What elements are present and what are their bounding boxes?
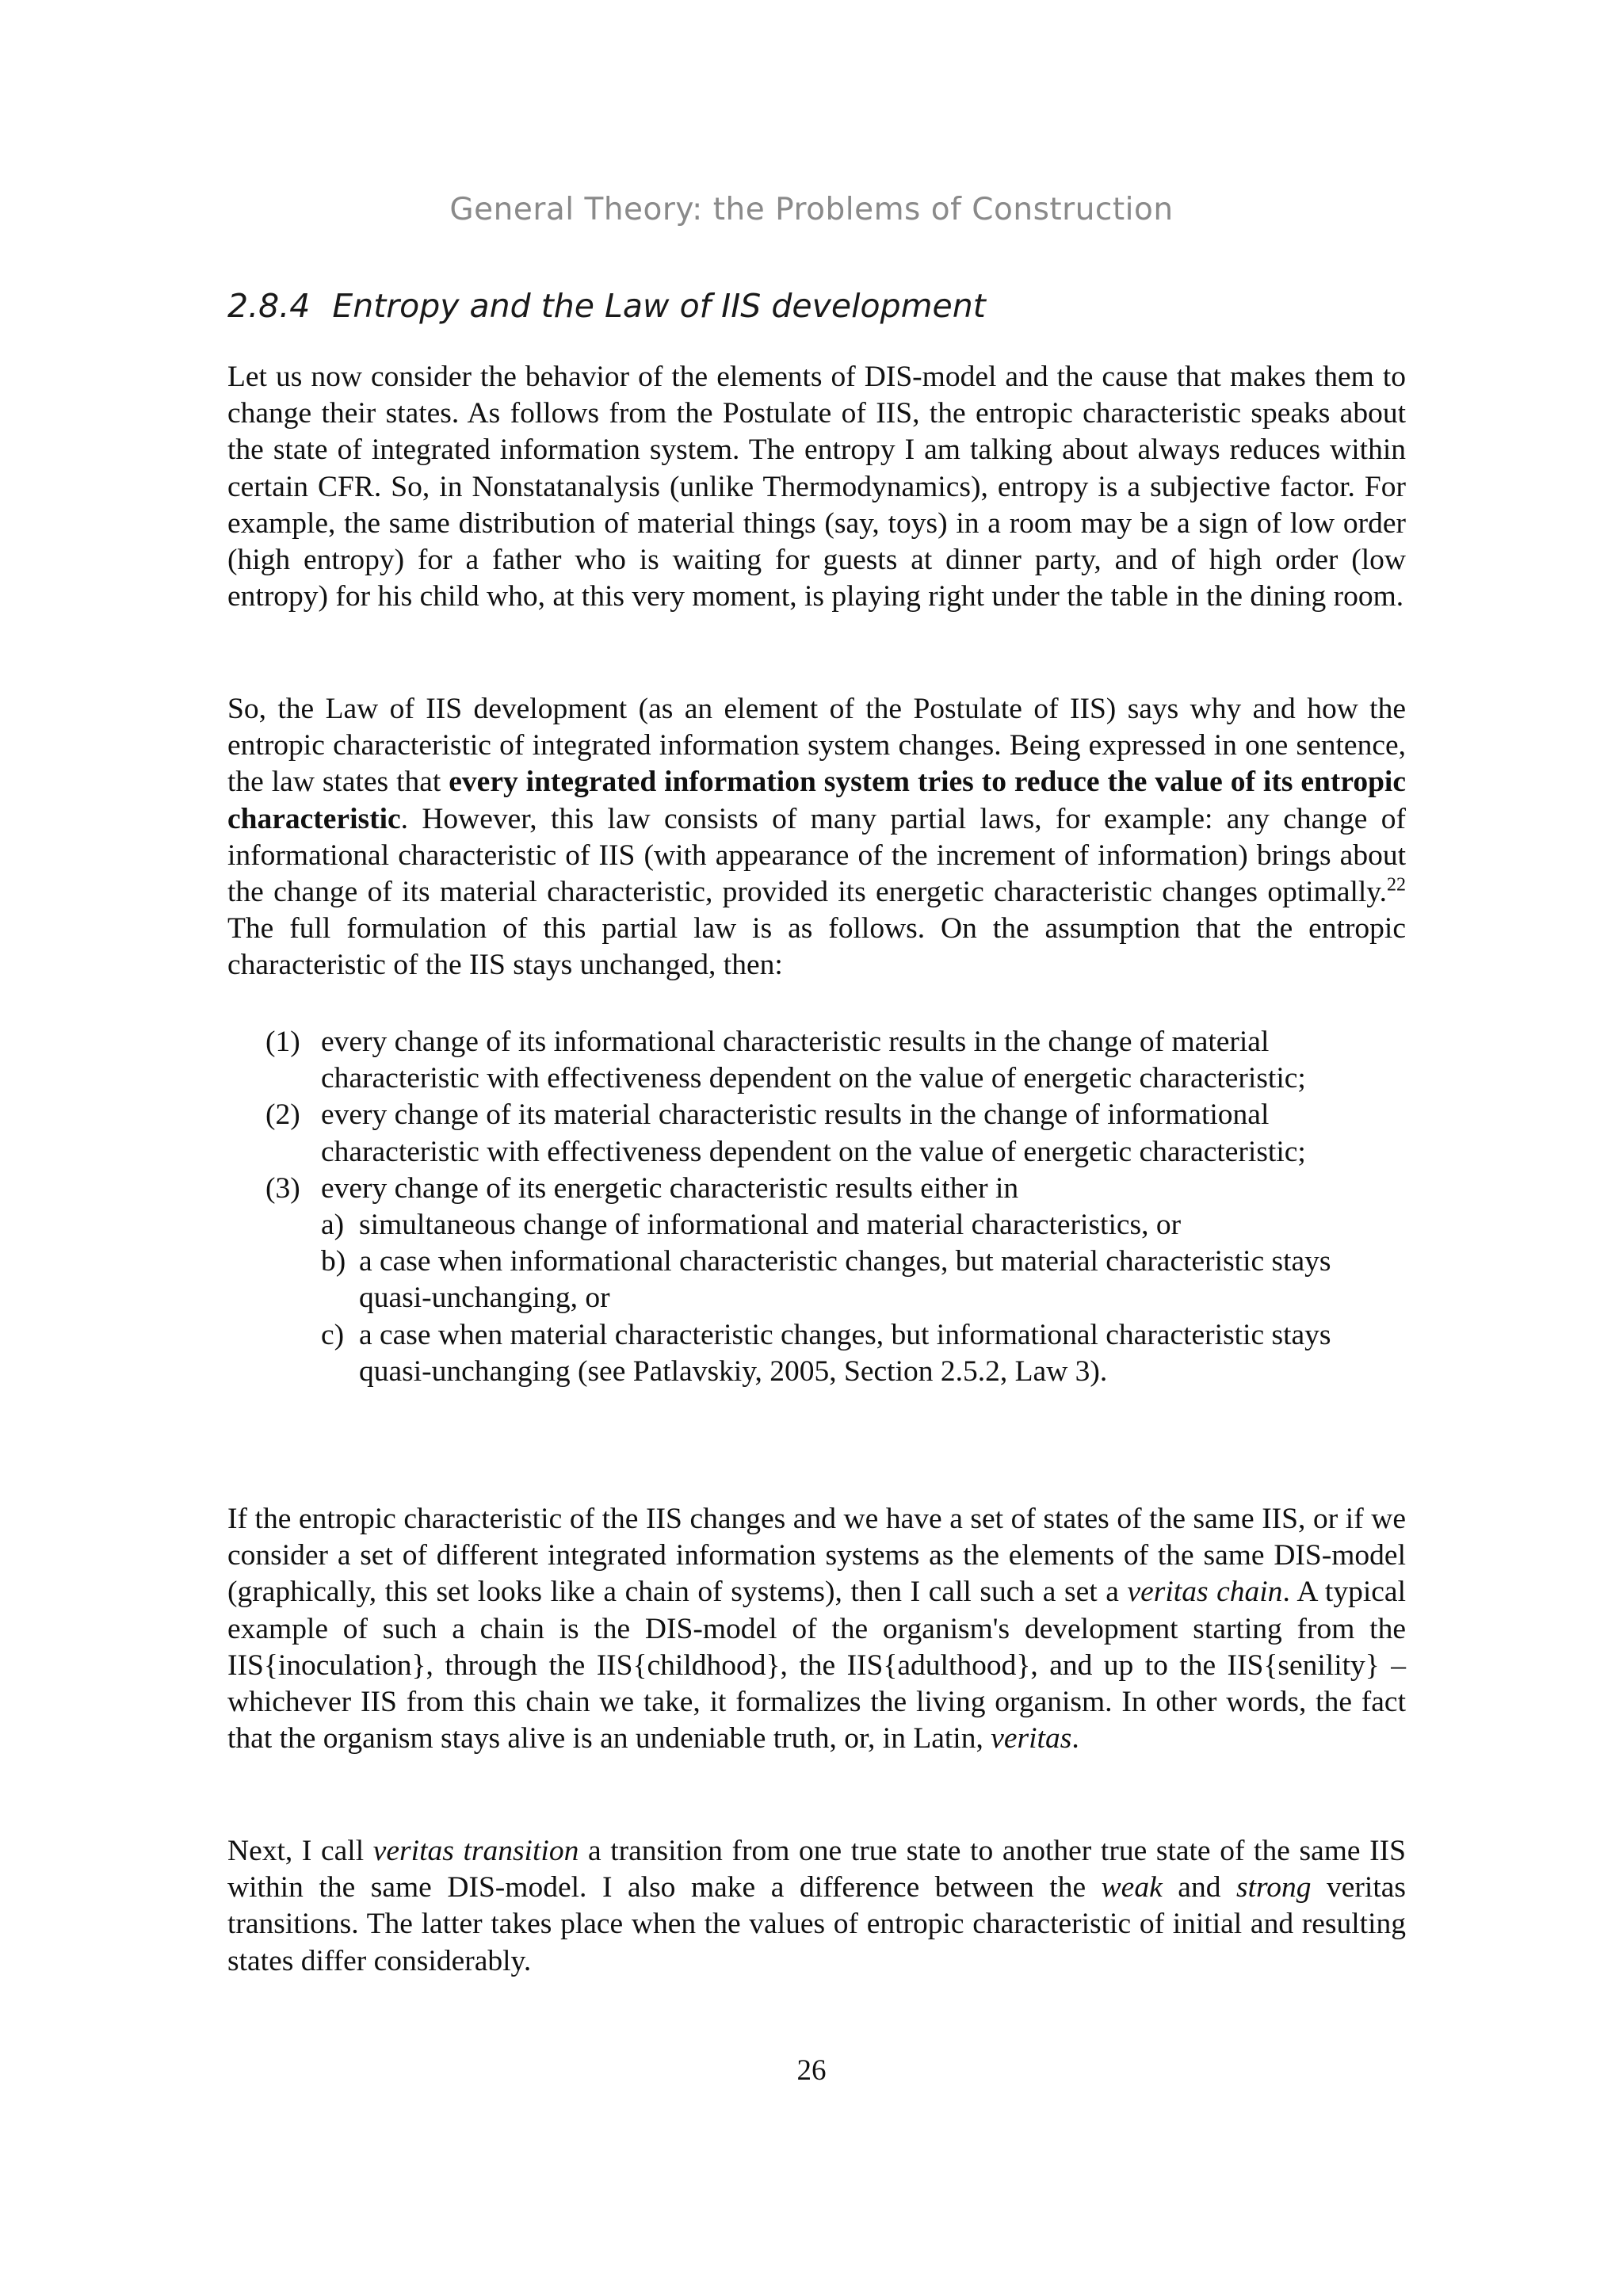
sub-list-item-text: simultaneous change of informational and material characteristics, or	[359, 1209, 1182, 1242]
term-strong: strong	[1236, 1871, 1312, 1904]
term-weak: weak	[1101, 1871, 1163, 1904]
sub-list-item-text: a case when informational characteristic changes, but material characteristic stays quasi-unchanging, or	[359, 1245, 1331, 1315]
term-veritas-chain: veritas chain	[1127, 1576, 1283, 1609]
term-veritas: veritas	[991, 1722, 1072, 1755]
paragraph-3-text-c: .	[1071, 1722, 1079, 1755]
sub-list-item-label: b)	[321, 1245, 346, 1278]
list-item-text: every change of its energetic characteristic results either in	[321, 1171, 1019, 1205]
footnote-reference[interactable]: 22	[1387, 874, 1406, 896]
sub-list-item	[321, 1207, 1375, 1244]
paragraph-3	[227, 1501, 1406, 1757]
paragraph-2-text-b: . However, this law consists of many partial laws, for example: any change of informational characteristic of IIS (with appearance of the increment of information) brings about the change of its material characteristic, provided its energetic characteristic changes optimally.	[227, 802, 1406, 909]
list-item-text: every change of its material characteristic results in the change of informational characteristic with effectiveness dependent on the value of energetic characteristic;	[321, 1098, 1306, 1168]
partial-law-list	[265, 1024, 1375, 1390]
sub-list-item-text: a case when material characteristic changes, but informational characteristic stays quasi-unchanging (see Patlavskiy, 2005, Section 2.5.2, Law 3).	[359, 1318, 1331, 1388]
paragraph-4-text-b: a transition from one true state to another true state of the same IIS within the same DIS-model. I also make a difference between the	[227, 1835, 1406, 1904]
list-item-label: (2)	[265, 1098, 300, 1132]
list-item	[265, 1097, 1375, 1170]
paragraph-1-text: Let us now consider the behavior of the elements of DIS-model and the cause that makes them to change their states. As follows from the Postulate of IIS, the entropic characteristic speaks about the state of integrated information system. The entropy I am talking about always reduces within certain CFR. So, in Nonstatanalysis (unlike Thermodynamics), entropy is a subjective factor. For example, the same distribution of material things (say, toys) in a room may be a sign of low order (high entropy) for a father who is waiting for guests at dinner party, and of high order (low entropy) for his child who, at this very moment, is playing right under the table in the dining room.	[227, 361, 1406, 613]
term-veritas-transition: veritas transition	[372, 1835, 579, 1867]
section-title: Entropy and the Law of IIS development	[332, 287, 986, 325]
paragraph-4-text-d: veritas transitions. The latter takes place when the values of entropic characteristic of initial and resulting states differ considerably.	[227, 1871, 1406, 1977]
page-number: 26	[796, 2054, 827, 2087]
law-statement-bold: every integrated information system tries to reduce the value of its entropic characteristic	[227, 766, 1406, 835]
paragraph-4	[227, 1833, 1406, 1980]
section-number: 2.8.4	[227, 287, 311, 325]
list-item-label: (3)	[265, 1171, 300, 1205]
list-item-text: every change of its informational characteristic results in the change of material characteristic with effectiveness dependent on the value of energetic characteristic;	[321, 1026, 1306, 1095]
paragraph-3-text-a: If the entropic characteristic of the IIS changes and we have a set of states of the same IIS, or if we consider a set of different integrated information systems as the elements of the same DIS-model (graphically, this set looks like a chain of systems), then I call such a set a	[227, 1503, 1406, 1609]
paragraph-2-text-a: So, the Law of IIS development (as an element of the Postulate of IIS) says why and how the entropic characteristic of integrated information system changes. Being expressed in one sentence, the law states that	[227, 693, 1406, 799]
sub-list-item-label: a)	[321, 1209, 345, 1242]
paragraph-1	[227, 359, 1406, 615]
paragraph-2	[227, 691, 1406, 984]
sub-list-item	[321, 1317, 1375, 1390]
paragraph-3-text-b: . A typical example of such a chain is the DIS-model of the organism's development starting from the IIS{inoculation}, through the IIS{childhood}, the IIS{adulthood}, and up to the IIS{senility} – whichever IIS from this chain we take, it formalizes the living organism. In other words, the fact that the organism stays alive is an undeniable truth, or, in Latin,	[227, 1576, 1406, 1755]
list-item	[265, 1171, 1375, 1390]
list-item-label: (1)	[265, 1026, 300, 1058]
list-item	[265, 1024, 1375, 1097]
paragraph-4-text-c: and	[1162, 1871, 1236, 1904]
sub-list-item	[321, 1244, 1375, 1316]
paragraph-4-text-a: Next, I call	[227, 1835, 373, 1867]
running-head: General Theory: the Problems of Construction	[449, 192, 1174, 227]
sub-list-item-label: c)	[321, 1318, 345, 1351]
section-heading	[227, 287, 986, 325]
paragraph-2-text-c: The full formulation of this partial law is as follows. On the assumption that the entropic characteristic of the IIS stays unchanged, then:	[227, 912, 1406, 982]
